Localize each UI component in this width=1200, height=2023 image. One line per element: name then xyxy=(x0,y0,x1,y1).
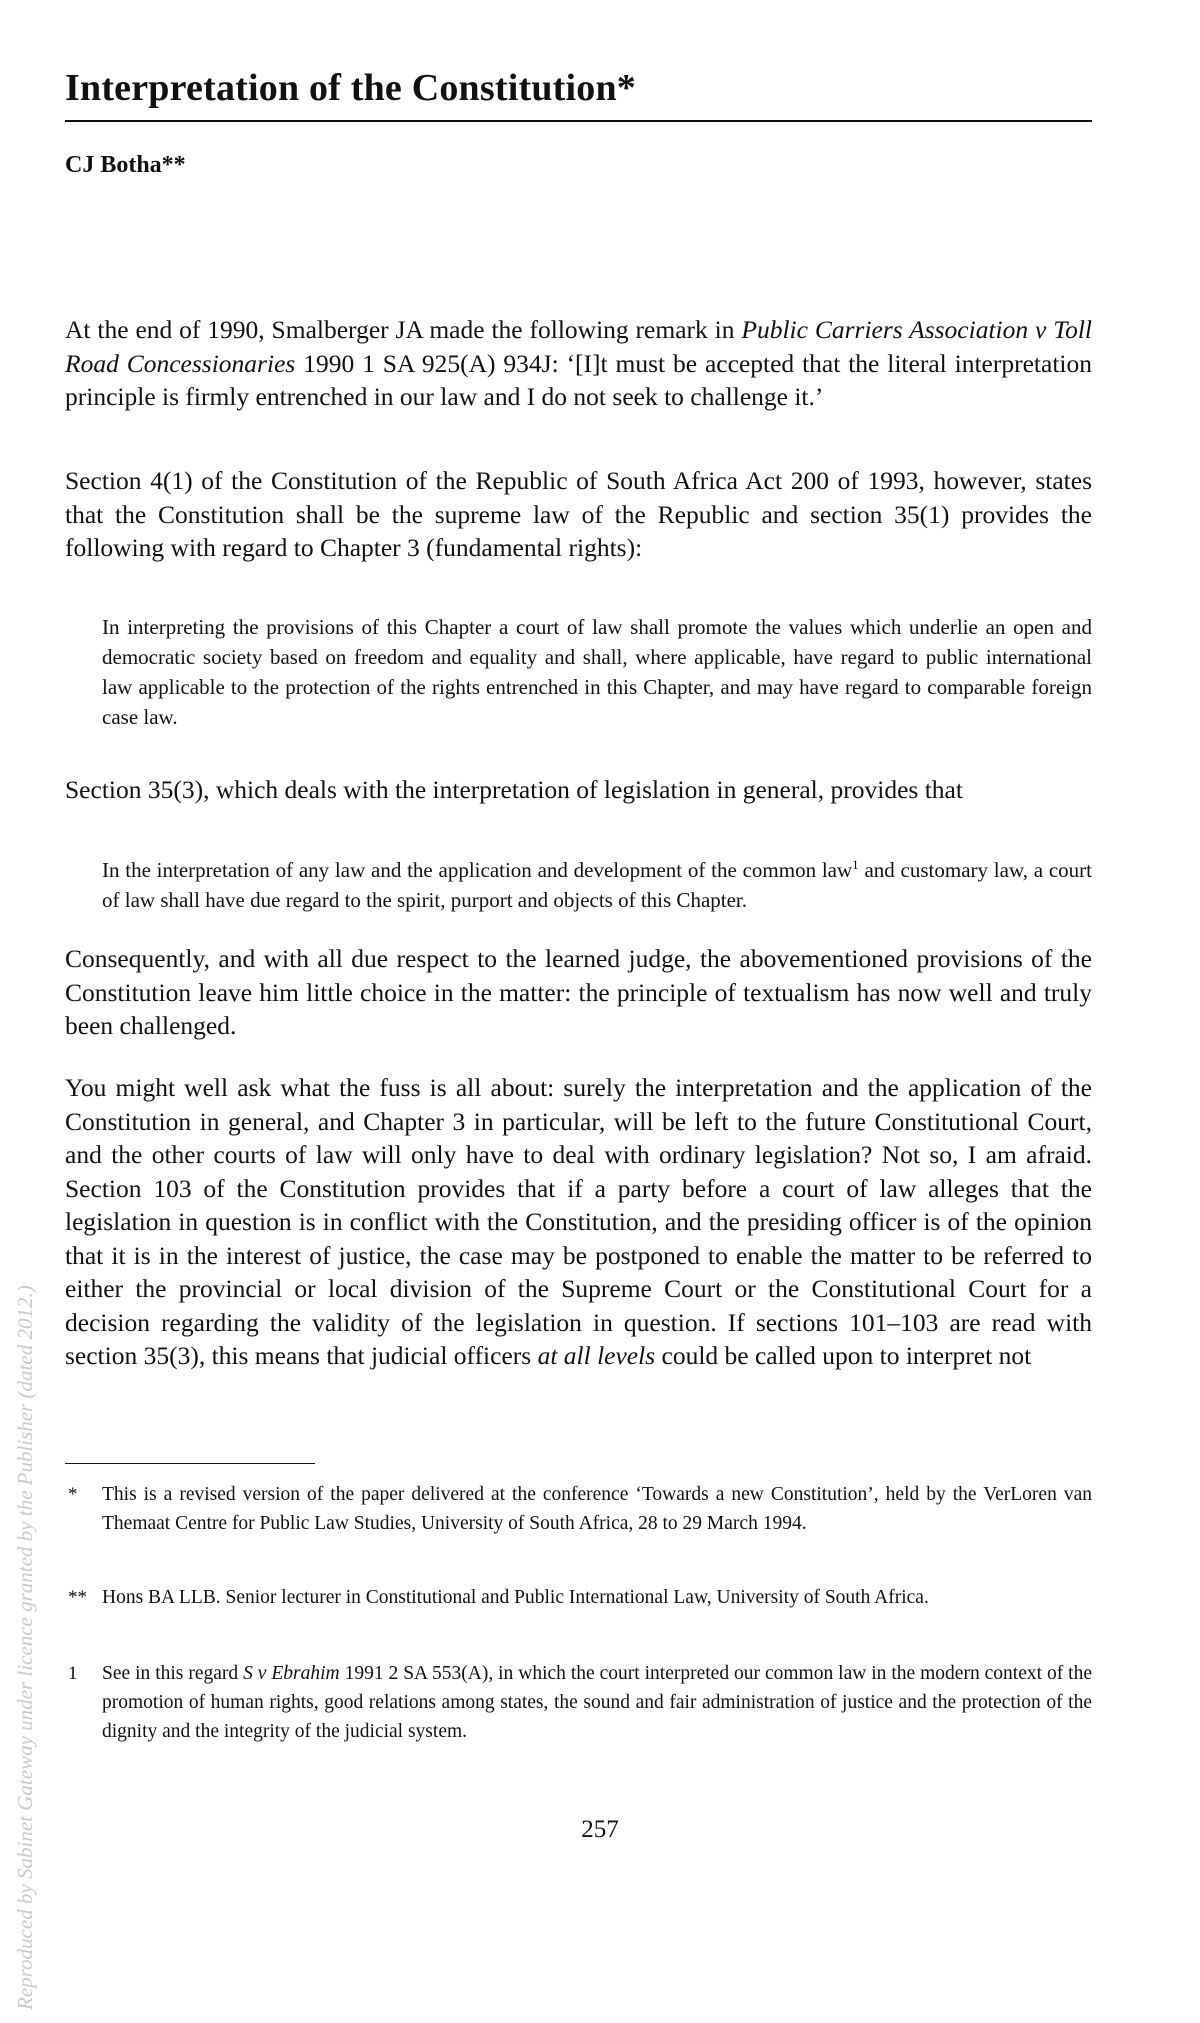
quote2-text-start: In the interpretation of any law and the application and development of the common law xyxy=(102,858,853,882)
p1-text-start: At the end of 1990, Smalberger JA made the following remark in xyxy=(65,315,742,344)
paragraph-4: Consequently, and with all due respect to the learned judge, the abovementioned provisions of the Constitution leave him little choice in the matter: the principle of textualism has now well and truly been challenged. xyxy=(65,944,1092,1040)
footnote-star xyxy=(68,1480,1092,1538)
vertical-watermark: Reproduced by Sabinet Gateway under licence granted by the Publisher (dated 2012.) xyxy=(13,1285,37,2010)
footnote-1-case-name: S v Ebrahim xyxy=(243,1663,340,1684)
paragraph-3: Section 35(3), which deals with the interpretation of legislation in general, provides that xyxy=(65,775,963,804)
footnote-star-text: This is a revised version of the paper delivered at the conference ‘Towards a new Constitution’, held by the VerLoren van Themaat Centre for Public Law Studies, University of South Africa, 28 to 29 March 1994. xyxy=(102,1484,1092,1534)
footnote-double-star-text: Hons BA LLB. Senior lecturer in Constitutional and Public International Law, University of South Africa. xyxy=(102,1587,929,1608)
footnote-star-mark: * xyxy=(68,1484,78,1505)
footnote-1 xyxy=(68,1659,1093,1746)
p5-text-start: You might well ask what the fuss is all about: surely the interpretation and the application of the Constitution in general, and Chapter 3 in particular, will be left to the future Constitutional Court, and the other courts of law will only have to deal with ordinary legislation? Not so, I am afraid. Section 103 of the Constitution provides that if a party before a court of law alleges that the legislation in question is in conflict with the Constitution, and the presiding officer is of the opinion that it is in the interest of justice, the case may be postponed to enable the matter to be referred to either the provincial or local division of the Supreme Court or the Constitutional Court for a decision regarding the validity of the legislation in question. If sections 101–103 are read with section 35(3), this means that judicial officers xyxy=(65,1073,1092,1370)
footnote-1-text-end: 1991 2 SA 553(A), in which the court interpreted our common law in the modern context of the promotion of human rights, good relations among states, the sound and fair administration of justice and the protection of the dignity and the integrity of the judicial system. xyxy=(102,1663,1093,1742)
block-quote-section-35-3 xyxy=(102,855,1092,915)
quote2-text-end: and customary law, a court of law shall have due regard to the spirit, purport and objects of this Chapter. xyxy=(102,858,1092,912)
title-rule xyxy=(65,120,1092,122)
page-number: 257 xyxy=(581,1816,619,1843)
footnote-1-text-start: See in this regard xyxy=(102,1663,244,1684)
p5-text-end: could be called upon to interpret not xyxy=(655,1341,1032,1370)
p1-text-end: 1990 1 SA 925(A) 934J: ‘[I]t must be accepted that the literal interpretation principle is firmly entrenched in our law and I do not seek to challenge it.’ xyxy=(65,348,1092,411)
p1-case-name: Public Carriers Association v Toll Road Concessionaries xyxy=(65,315,1092,378)
paragraph-2: Section 4(1) of the Constitution of the Republic of South Africa Act 200 of 1993, however, states that the Constitution shall be the supreme law of the Republic and section 35(1) provides the following with regard to Chapter 3 (fundamental rights): xyxy=(65,466,1092,562)
footnote-reference-1: 1 xyxy=(852,857,859,872)
footnote-rule xyxy=(65,1463,315,1464)
footnote-double-star xyxy=(68,1583,1092,1612)
paragraph-5 xyxy=(65,1071,1092,1373)
author-line: CJ Botha** xyxy=(65,152,186,178)
footnote-double-star-mark: ** xyxy=(68,1587,87,1608)
footnote-1-mark: 1 xyxy=(68,1663,78,1684)
paragraph-1 xyxy=(65,313,1092,414)
block-quote-section-35-1: In interpreting the provisions of this Chapter a court of law shall promote the values which underlie an open and democratic society based on freedom and equality and shall, where applicable, have regard to public international law applicable to the protection of the rights entrenched in this Chapter, and may have regard to comparable foreign case law. xyxy=(102,615,1092,729)
article-title: Interpretation of the Constitution* xyxy=(65,67,637,109)
p5-emphasis: at all levels xyxy=(537,1341,656,1370)
